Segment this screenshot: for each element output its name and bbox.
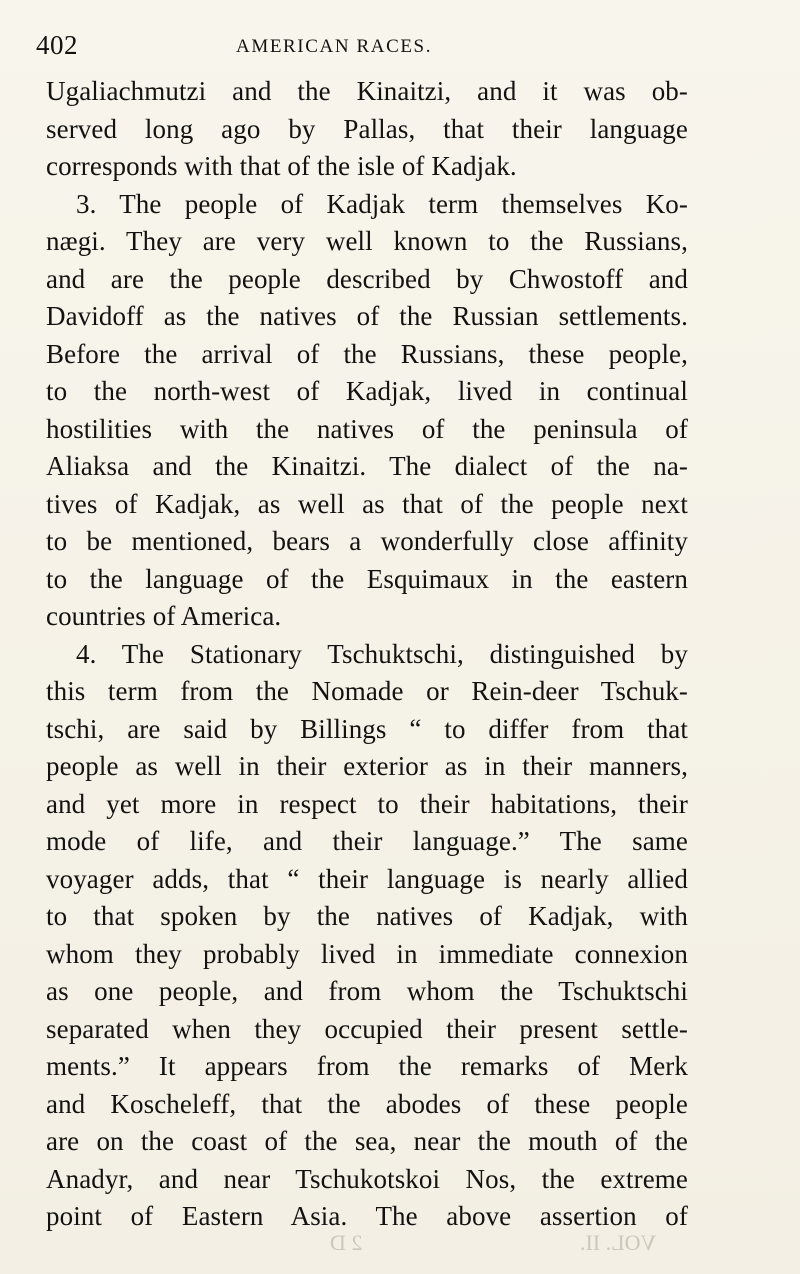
text-line: this term from the Nomade or Rein-deer Tschuk- xyxy=(46,676,688,706)
text-line: and are the people described by Chwostoff and xyxy=(46,263,688,294)
text-line: Ugaliachmutzi and the Kinaitzi, and it was ob- xyxy=(46,76,688,106)
text-line: as one people, and from whom the Tschuktschi xyxy=(46,976,688,1006)
text-line: tschi, are said by Billings “ to differ from that xyxy=(46,713,688,744)
text-line: separated when they occupied their present settle- xyxy=(46,1013,688,1044)
bleed-through-signature: 2 D xyxy=(330,1230,363,1255)
text-line: corresponds with that of the isle of Kadjak. xyxy=(46,151,517,181)
running-head: AMERICAN RACES. xyxy=(236,36,433,57)
text-line: whom they probably lived in immediate connexion xyxy=(46,938,688,969)
text-line: 4. The Stationary Tschuktschi, distinguished by xyxy=(76,638,688,669)
text-line: Davidoff as the natives of the Russian settlements. xyxy=(46,301,688,331)
text-line: ments.” It appears from the remarks of Merk xyxy=(46,1051,688,1081)
text-line: to the language of the Esquimaux in the eastern xyxy=(46,563,688,594)
text-line: to that spoken by the natives of Kadjak, with xyxy=(46,901,688,931)
text-line: voyager adds, that “ their language is nearly allied xyxy=(46,863,688,894)
text-line: Anadyr, and near Tschukotskoi Nos, the extreme xyxy=(46,1163,688,1194)
text-line: mode of life, and their language.” The same xyxy=(46,826,688,856)
page-footer xyxy=(0,1230,800,1260)
text-line: Aliaksa and the Kinaitzi. The dialect of the na- xyxy=(46,451,688,481)
text-line: and Koscheleff, that the abodes of these people xyxy=(46,1088,688,1119)
page-number: 402 xyxy=(36,30,78,60)
bleed-through-volume: VOL. II. xyxy=(580,1230,657,1255)
body-text xyxy=(46,73,688,1236)
text-line: 3. The people of Kadjak term themselves Ko- xyxy=(76,188,688,219)
text-line: Before the arrival of the Russians, these people, xyxy=(46,338,688,369)
text-line: nægi. They are very well known to the Russians, xyxy=(46,226,688,256)
page-header xyxy=(36,30,716,66)
text-line: hostilities with the natives of the peninsula of xyxy=(46,413,688,444)
text-line: countries of America. xyxy=(46,601,282,631)
text-line: point of Eastern Asia. The above assertion of xyxy=(46,1201,688,1231)
text-line: are on the coast of the sea, near the mouth of the xyxy=(46,1126,688,1156)
text-line: to the north-west of Kadjak, lived in continual xyxy=(46,376,688,406)
text-line: people as well in their exterior as in their manners, xyxy=(46,751,688,781)
text-line: and yet more in respect to their habitations, their xyxy=(46,788,688,819)
text-line: served long ago by Pallas, that their language xyxy=(46,113,688,144)
text-line: tives of Kadjak, as well as that of the people next xyxy=(46,488,688,519)
text-line: to be mentioned, bears a wonderfully close affinity xyxy=(46,526,688,556)
